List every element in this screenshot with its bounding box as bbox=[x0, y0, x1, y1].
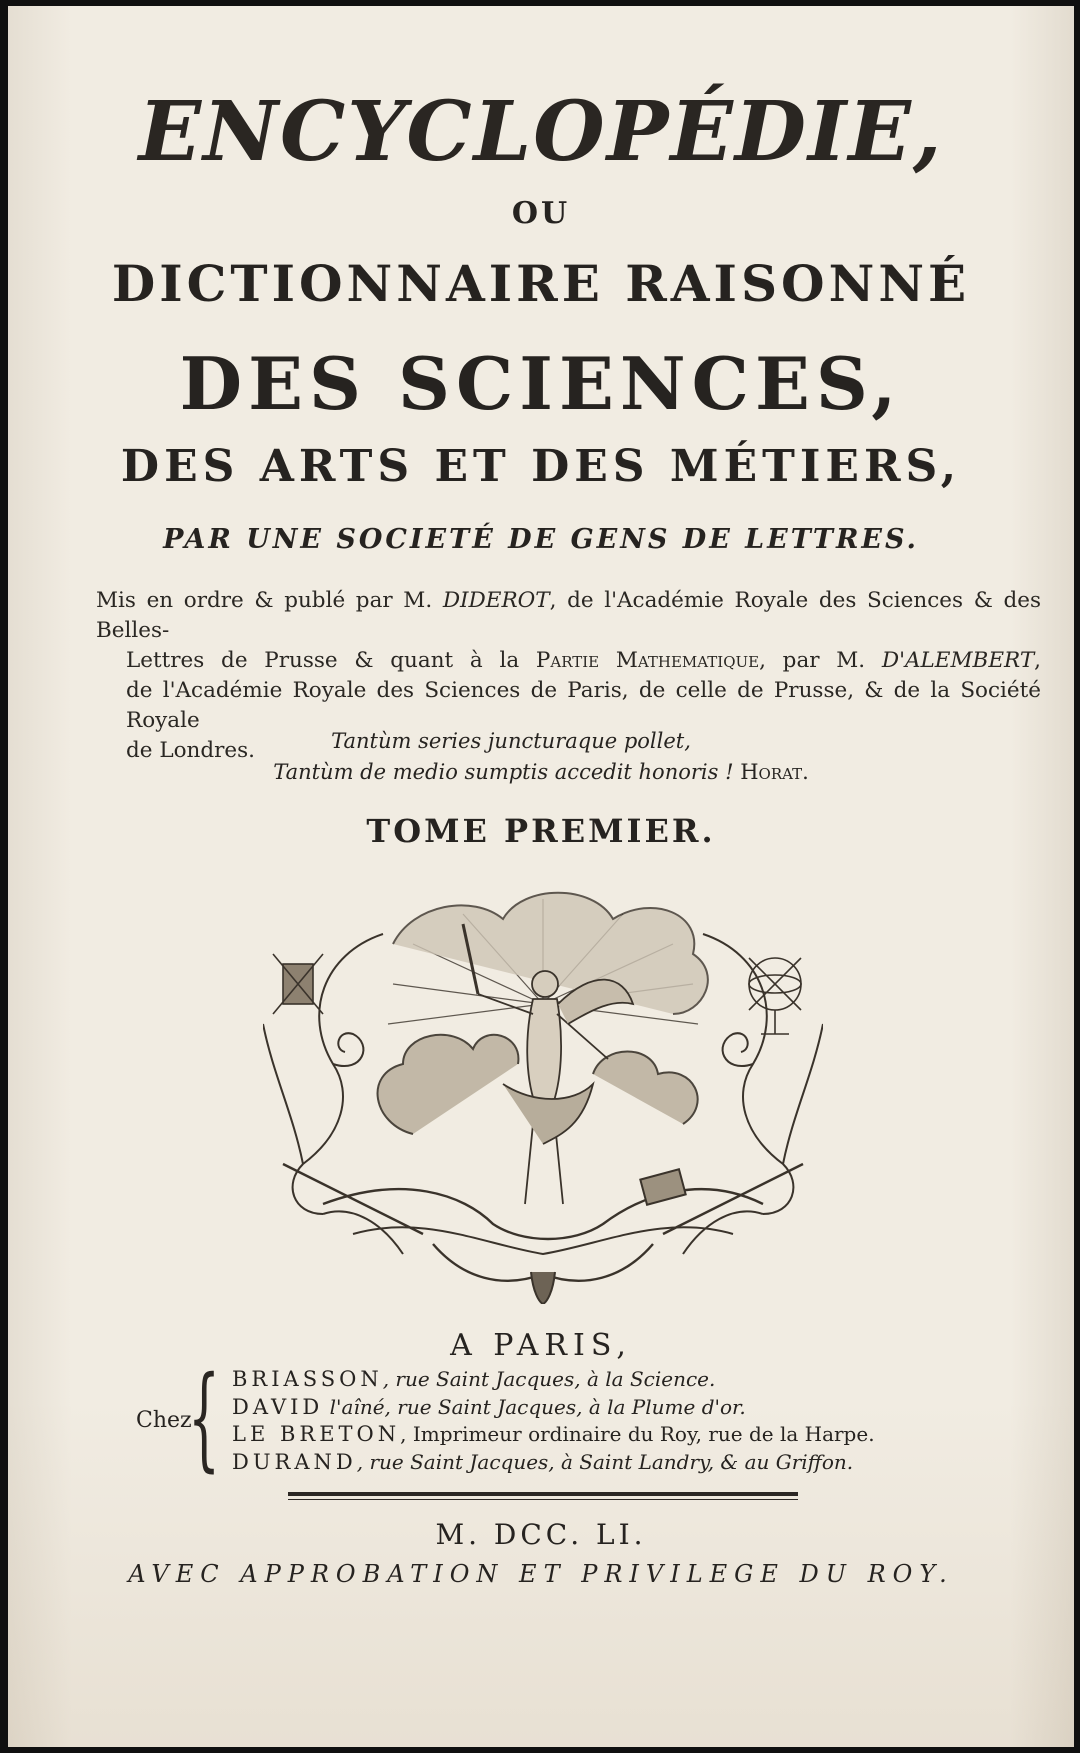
publication-year: M. DCC. LI. bbox=[435, 1518, 647, 1551]
book-title: ENCYCLOPÉDIE, bbox=[138, 84, 944, 180]
chez-label: Chez bbox=[136, 1408, 192, 1433]
brace-icon: { bbox=[188, 1353, 221, 1483]
partie-mathematique: Partie Mathematique bbox=[535, 648, 760, 673]
editors-line-4: de Londres. bbox=[126, 738, 256, 763]
subtitle-dictionnaire: DICTIONNAIRE RAISONNÉ bbox=[111, 254, 971, 313]
publisher-address: , rue Saint Jacques, à la Science. bbox=[382, 1367, 716, 1391]
publisher-row bbox=[232, 1394, 875, 1422]
publisher-address: l'aîné, rue Saint Jacques, à la Plume d'or. bbox=[323, 1394, 746, 1419]
divider-rule-thin bbox=[288, 1499, 798, 1500]
editor-diderot: DIDEROT bbox=[442, 588, 550, 613]
publisher-address: , rue Saint Jacques, à Saint Landry, & au Griffon. bbox=[356, 1449, 854, 1474]
horace-motto bbox=[8, 726, 1074, 788]
publishers-block bbox=[136, 1353, 936, 1484]
authorship-line: PAR UNE SOCIETÉ DE GENS DE LETTRES. bbox=[163, 524, 919, 555]
engraved-vignette-icon bbox=[263, 874, 823, 1304]
publisher-name: BRIASSON bbox=[232, 1367, 383, 1391]
city-label: A PARIS, bbox=[450, 1328, 632, 1363]
publisher-list bbox=[232, 1366, 875, 1476]
editors-line-2: Lettres de Prusse & quant à la Partie Mathematique, par M. D'ALEMBERT, bbox=[126, 648, 1042, 673]
left-trophy bbox=[273, 954, 323, 1014]
volume-label: TOME PREMIER. bbox=[366, 812, 716, 850]
armillary-sphere bbox=[749, 958, 801, 1034]
publisher-row bbox=[232, 1449, 875, 1477]
subtitle-arts: DES ARTS ET DES MÉTIERS, bbox=[120, 441, 962, 492]
publisher-row bbox=[232, 1366, 875, 1394]
subtitle-sciences: DES SCIENCES, bbox=[179, 341, 903, 426]
editors-line-1: Mis en ordre & publé par M. DIDEROT, de l'Académie Royale des Sciences & des Belles- bbox=[96, 588, 1042, 643]
motto-author: Horat. bbox=[733, 760, 809, 784]
publisher-name: LE BRETON bbox=[232, 1422, 401, 1446]
publisher-address: , Imprimeur ordinaire du Roy, rue de la Harpe. bbox=[400, 1422, 875, 1446]
publisher-name: DAVID bbox=[232, 1394, 324, 1419]
title-conjunction: OU bbox=[511, 196, 571, 231]
editors-line-3: de l'Académie Royale des Sciences de Paris, de celle de Prusse, & de la Société Royale bbox=[126, 678, 1041, 733]
publisher-row bbox=[232, 1421, 875, 1449]
publisher-name: DURAND bbox=[232, 1449, 357, 1474]
motto-line-1: Tantùm series juncturaque pollet, bbox=[331, 729, 691, 753]
royal-privilege: AVEC APPROBATION ET PRIVILEGE DU ROY. bbox=[128, 1560, 954, 1588]
divider-rule bbox=[288, 1492, 798, 1496]
motto-line-2: Tantùm de medio sumptis accedit honoris ! Horat. bbox=[273, 760, 809, 784]
editor-dalembert: D'ALEMBERT bbox=[881, 648, 1035, 673]
title-page bbox=[8, 6, 1074, 1747]
